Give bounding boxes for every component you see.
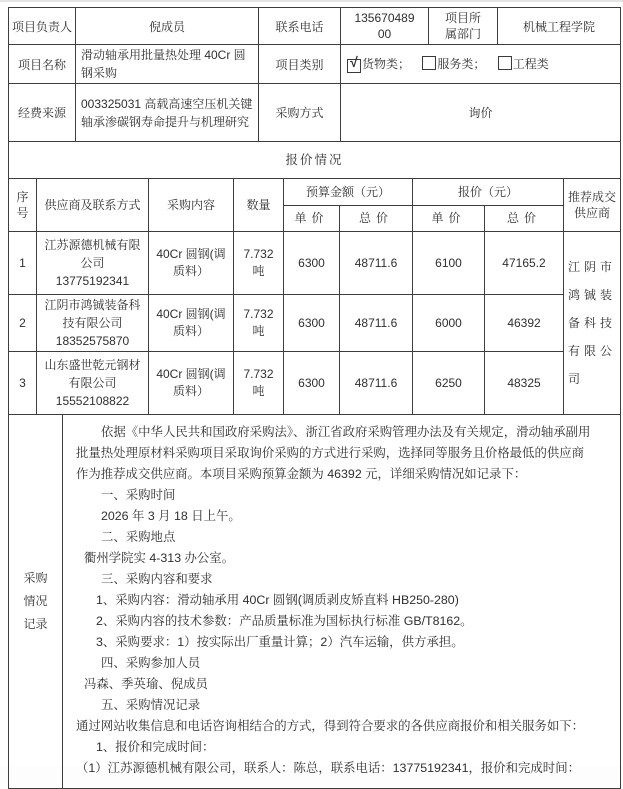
row-no: 2 [9, 295, 37, 352]
qty-value: 7.732 [243, 247, 274, 261]
checkbox-services-icon [422, 56, 436, 70]
row-no: 1 [9, 232, 37, 295]
supplier-cell [37, 232, 149, 295]
content-cell: 40Cr 圆钢(调质料） [149, 295, 234, 352]
record-paragraph: 1、采购内容：滑动轴承用 40Cr 圆钢(调质剥皮矫直料 HB250-280) [96, 593, 459, 607]
checkbox-goods-label: 货物类； [362, 57, 411, 71]
qty-cell [234, 352, 284, 415]
record-paragraph: 一、采购时间 [101, 488, 176, 502]
col-header-budget-total: 总价 [340, 206, 413, 232]
offer-total-price: 46392 [485, 295, 564, 352]
budget-total-price: 48711.6 [340, 352, 413, 415]
col-header-offer-unit: 单价 [413, 206, 485, 232]
offer-total-price: 47165.2 [485, 232, 564, 295]
col-header-qty: 数量 [234, 179, 284, 232]
record-paragraph: 通过网站收集信息和电话咨询相结合的方式，得到符合要求的各供应商报价和相关服务如下： [76, 719, 585, 733]
funding-source-row [9, 84, 621, 142]
supplier-cell [37, 352, 149, 415]
qty-cell [234, 295, 284, 352]
qty-unit: 吨 [252, 324, 265, 338]
qty-value: 7.732 [243, 367, 274, 381]
record-paragraph: 冯森、季英瑜、倪成员 [84, 677, 208, 691]
department-value: 机械工程学院 [498, 8, 621, 45]
record-label: 采购 情况 记录 [9, 415, 63, 789]
record-paragraph: 四、采购参加人员 [101, 656, 201, 670]
record-paragraph: （1）江苏源德机械有限公司，联系人：陈总，联系电话：13775192341，报价和完成时间： [76, 761, 580, 775]
col-header-no: 序号 [9, 179, 37, 232]
record-paragraph: 衢州学院实 4-313 办公室。 [84, 551, 235, 565]
offer-unit-price: 6250 [413, 352, 485, 415]
supplier-name: 江阴市鸿铖装备科技有限公司 [44, 298, 141, 330]
checkbox-goods-icon: √ [347, 59, 361, 73]
supplier-phone: 15552108822 [55, 394, 130, 408]
record-paragraph: 3、采购要求：1）按实际出厂重量计算；2）汽车运输，供方承担。 [96, 635, 464, 649]
budget-unit-price: 6300 [284, 295, 340, 352]
record-paragraph: 五、采购情况记录 [101, 698, 201, 712]
project-leader-label: 项目负责人 [9, 8, 76, 45]
project-leader-row [9, 8, 621, 45]
recommended-supplier: 江阴市鸿铖装备科技有限公司 [568, 260, 617, 386]
project-info-table [8, 7, 621, 142]
row-no: 3 [9, 352, 37, 415]
offer-unit-price: 6000 [413, 295, 485, 352]
funding-source-label: 经费来源 [9, 84, 76, 142]
procurement-record-document [8, 7, 620, 789]
department-label: 项目所属部门 [429, 8, 498, 45]
qty-unit: 吨 [252, 264, 265, 278]
checkbox-services-label: 服务类； [437, 57, 486, 71]
procurement-record-row [9, 415, 621, 789]
qty-cell [234, 232, 284, 295]
supplier-name: 江苏源德机械有限公司 [44, 238, 141, 270]
quotation-table [8, 141, 621, 415]
offer-unit-price: 6100 [413, 232, 485, 295]
record-paragraph: 三、采购内容和要求 [101, 572, 213, 586]
project-category-options [341, 45, 621, 84]
procurement-method-value: 询价 [341, 84, 621, 142]
project-leader-value: 倪成员 [76, 8, 259, 45]
content-cell: 40Cr 圆钢(调质料） [149, 352, 234, 415]
record-paragraph: 2026 年 3 月 18 日上午。 [101, 509, 241, 523]
checkbox-services [422, 55, 485, 72]
record-paragraph: 2、采购内容的技术参数：产品质量标准为国标执行标准 GB/T8162。 [96, 614, 473, 628]
record-paragraph: 二、采购地点 [101, 530, 176, 544]
supplier-phone: 13775192341 [55, 274, 130, 288]
col-header-offer-total: 总价 [485, 206, 564, 232]
budget-total-price: 48711.6 [340, 232, 413, 295]
procurement-record-table [8, 414, 621, 789]
col-header-budget-unit: 单价 [284, 206, 340, 232]
budget-unit-price: 6300 [284, 232, 340, 295]
project-name-value: 滑动轴承用批量热处理 40Cr 圆钢采购 [76, 45, 259, 84]
table-row [9, 295, 621, 352]
table-row [9, 232, 621, 295]
qty-unit: 吨 [252, 384, 265, 398]
supplier-phone: 18352575870 [55, 334, 130, 348]
col-header-supplier: 供应商及联系方式 [37, 179, 149, 232]
supplier-name: 山东盛世乾元钢材有限公司 [44, 358, 141, 390]
recommended-supplier-cell [564, 232, 621, 415]
col-header-budget: 预算金额（元） [284, 179, 413, 206]
table-row [9, 352, 621, 415]
col-header-offer: 报价（元） [413, 179, 564, 206]
quotation-title-row [9, 142, 621, 179]
record-content [63, 415, 621, 789]
checkbox-works-icon [498, 56, 512, 70]
procurement-method-label: 采购方式 [259, 84, 341, 142]
funding-source-value: 003325031 高载高速空压机关键轴承渗碳钢寿命提升与机理研究 [76, 84, 259, 142]
content-cell: 40Cr 圆钢(调质料） [149, 232, 234, 295]
checkbox-goods [347, 55, 410, 73]
budget-unit-price: 6300 [284, 352, 340, 415]
project-name-label: 项目名称 [9, 45, 76, 84]
project-name-row [9, 45, 621, 84]
supplier-cell [37, 295, 149, 352]
project-category-label: 项目类别 [259, 45, 341, 84]
quotation-title: 报价情况 [9, 142, 621, 179]
checkbox-works-label: 工程类 [512, 57, 549, 71]
qty-value: 7.732 [243, 307, 274, 321]
offer-total-price: 48325 [485, 352, 564, 415]
checkbox-works [498, 55, 549, 72]
budget-total-price: 48711.6 [340, 295, 413, 352]
contact-phone-label: 联系电话 [259, 8, 341, 45]
record-paragraph: 依据《中华人民共和国政府采购法》、浙江省政府采购管理办法及有关规定，滑动轴承副用批量热处理原材料采购项目采取询价采购的方式进行采购，选择同等服务且价格最低的供应商作为推荐成交供应商。本项目采购预算金额为 46392 元，详细采购情况如记录下： [76, 425, 591, 481]
quotation-header-row [9, 179, 621, 206]
contact-phone-value: 13567048900 [341, 8, 429, 45]
col-header-content: 采购内容 [149, 179, 234, 232]
col-header-recommended: 推荐成交供应商 [564, 179, 621, 232]
record-paragraph: 1、报价和完成时间： [96, 740, 215, 754]
